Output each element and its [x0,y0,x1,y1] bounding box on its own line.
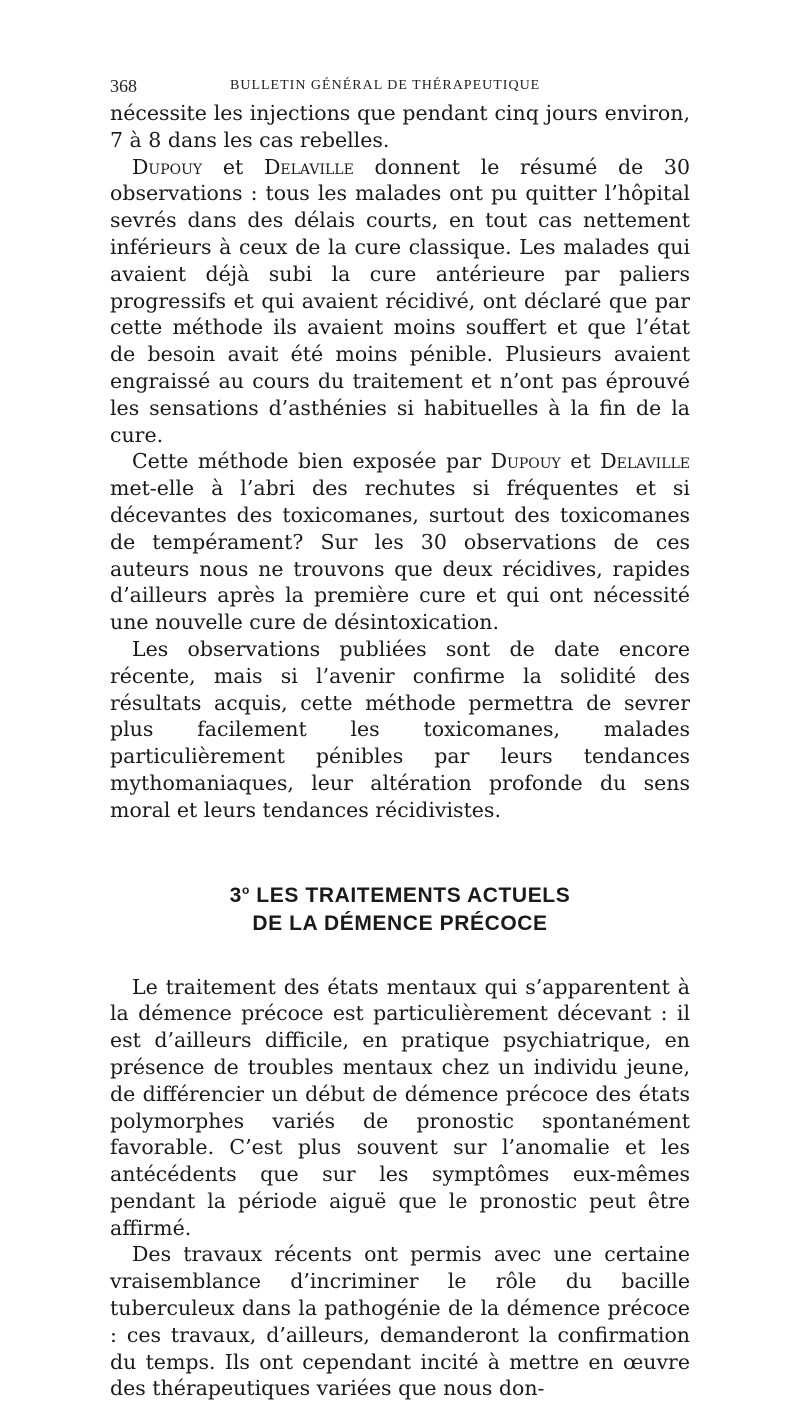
book-page [110,70,690,1402]
text-run: et [202,154,264,179]
text-run: donnent le résumé de 30 observations : tous les malades ont pu quitter l’hôpital sevrés dans des délais courts, en tout cas nettement inférieurs à ceux de la cure classique. Les malades qui avaient déjà subi la cure antérieure par paliers progressifs et qui avaient récidivé, ont déclaré que par cette méthode ils avaient moins souffert et que l’état de besoin avait été moins pénible. Plusieurs avaient engraissé au cours du traitement et n’ont pas éprouvé les sensations d’asthénies si habituelles à la fin de la cure. [110,154,691,447]
section-number: 3 [229,883,242,907]
text-run: nécessite les injections que pendant cinq jours environ, 7 à 8 dans les cas rebelles. [110,101,690,152]
text-run: et [560,449,601,474]
paragraph-dementia-treatment [110,974,690,1242]
author-name: Dupouy [490,449,561,474]
running-head [110,70,690,100]
section-heading-line-1 [110,876,690,910]
author-name: Delaville [600,449,691,474]
author-name: Dupouy [132,154,203,179]
text-run: Les observations publiées sont de date encore récente, mais si l’avenir confirme la solidité des résultats acquis, cette méthode permettra de sevrer plus facilement les toxicomanes, malades particulièrement pénibles par leurs tendances mythomaniaques, leur altération profonde du sens moral et leurs tendances récidivistes. [110,636,690,822]
section-heading-text: LES TRAITEMENTS ACTUELS [249,883,571,907]
text-run: met-elle à l’abri des rechutes si fréquentes et si décevantes des toxicomanes, surtout des toxicomanes de tempérament? Sur les 30 observations de ces auteurs nous ne trouvons que deux récidives, rapides d’ailleurs après la première cure et qui ont nécessité une nouvelle cure de désintoxication. [110,476,690,635]
author-name: Delaville [263,154,354,179]
text-run: Le traitement des états mentaux qui s’apparentent à la démence précoce est particulièrement décevant : il est d’ailleurs difficile, en pratique psychiatrique, en présence de troubles mentaux chez un individu jeune, de différencier un début de démence précoce des états polymorphes variés de pronostic spontanément favorable. C’est plus souvent sur l’anomalie et les antécédents que sur les symptômes eux-mêmes pendant la période aiguë que le pronostic peut être affirmé. [110,974,690,1240]
text-run: Des travaux récents ont permis avec une certaine vraisemblance d’incriminer le rôle du bacille tuberculeux dans la pathogénie de la démence précoce : ces travaux, d’ailleurs, demanderont la confirmation du temps. Ils ont cependant incité à mettre en œuvre des thérapeutiques variées que nous don- [110,1242,690,1401]
section-number-superscript: o [241,882,250,897]
paragraph-observations [110,636,690,824]
section-heading [110,876,690,938]
journal-title: BULLETIN GÉNÉRAL DE THÉRAPEUTIQUE [230,78,541,93]
paragraph-dupouy-delaville-summary [110,154,690,449]
text-run: Cette méthode bien exposée par [132,449,491,474]
paragraph-continuation [110,100,690,154]
paragraph-recent-work [110,1241,690,1402]
section-heading-line-2: DE LA DÉMENCE PRÉCOCE [252,911,548,935]
body-text-before [110,100,690,824]
page-number: 368 [110,76,137,96]
body-text-after [110,974,690,1402]
paragraph-method-question [110,448,690,636]
